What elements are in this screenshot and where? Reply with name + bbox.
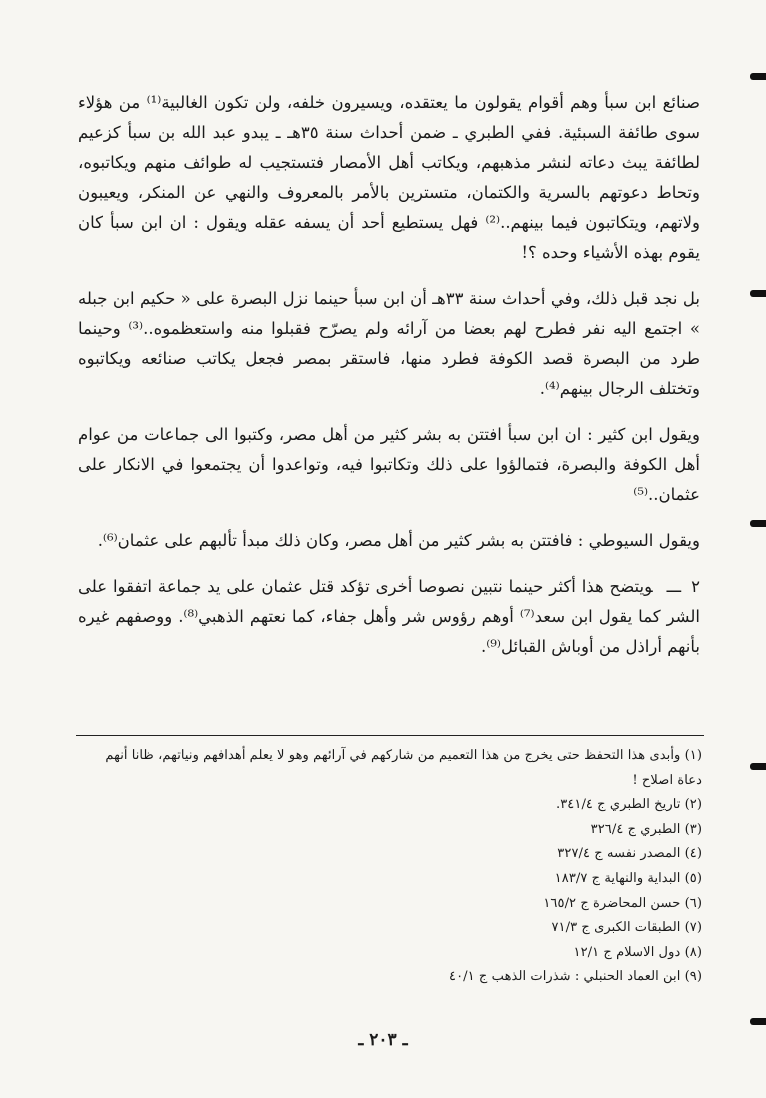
footnote: [78, 793, 702, 818]
footnote-text: ابن العماد الحنبلي : شذرات الذهب ج ٤٠/١: [449, 969, 681, 985]
footnote-text: حسن المحاضرة ج ١٦٥/٢: [543, 895, 681, 911]
footnote-number: (١): [684, 748, 702, 763]
footnote-text: الطبري ج ٣٢٦/٤: [590, 821, 681, 837]
footnote-number: (٨): [684, 944, 702, 960]
footnote-text: المصدر نفسه ج ٣٢٧/٤: [557, 846, 681, 862]
numbered-point: [78, 572, 700, 662]
footnote-number: (٦): [684, 895, 702, 911]
point-dash: ـــ: [666, 577, 682, 596]
footnote: [78, 916, 702, 941]
footnote-number: (٧): [684, 920, 702, 936]
main-text: [78, 88, 700, 678]
footnote-number: (٥): [684, 870, 702, 886]
footnote: [78, 818, 702, 843]
footnote: [78, 867, 702, 892]
binding-mark: [750, 73, 766, 80]
footnote-continuation: دعاة اصلاح !: [632, 772, 702, 788]
footnote: [78, 941, 702, 966]
paragraph: ويقول ابن كثير : ان ابن سبأ افتتن به بشر كثير من أهل مصر، وكتبوا الى جماعات من عوام أهل الكوفة والبصرة، فتمالؤوا على ذلك وتكاتبوا فيه، وتواعدوا أن يجتمعوا في الانكار على عثمان..⁽⁵⁾: [78, 425, 700, 504]
footnote-text: تاريخ الطبري ج ٣٤١/٤.: [556, 797, 681, 813]
paragraph: ويقول السيوطي : فافتتن به بشر كثير من أهل مصر، وكان ذلك مبدأ تألبهم على عثمان⁽⁶⁾.: [97, 531, 700, 550]
point-text: ويتضح هذا أكثر حينما نتبين نصوصا أخرى تؤكد قتل عثمان على يد جماعة اتفقوا على الشر كما يقول ابن سعد⁽⁷⁾ أوهم رؤوس شر وأهل جفاء، كما نعتهم الذهبي⁽⁸⁾. ووصفهم غيره بأنهم أراذل من أوباش القبائل⁽⁹⁾.: [78, 577, 700, 656]
page-number: ـ ٢٠٣ ـ: [358, 1030, 408, 1050]
binding-mark: [750, 290, 766, 297]
binding-mark: [750, 520, 766, 527]
paragraph: صنائع ابن سبأ وهم أقوام يقولون ما يعتقده، ويسيرون خلفه، ولن تكون الغالبية⁽¹⁾ من هؤلاء سوى طائفة السبئية. ففي الطبري ـ ضمن أحداث سنة ٣٥هـ ـ يبدو عبد الله بن سبأ كزعيم لطائفة يبث دعاته لنشر مذهبهم، ويكاتب أهل الأمصار فتستجيب له طوائف منهم ويكاتبوه، وتحاط دعوتهم بالسرية والكتمان، متسترين بالأمر بالمعروف والنهي عن المنكر، ويعيبون ولاتهم، ويتكاتبون فيما بينهم..⁽²⁾ فهل يستطيع أحد أن يسفه عقله ويقول : ان ابن سبأ كان يقوم بهذه الأشياء وحده ؟!: [78, 93, 701, 262]
footnote-divider: [76, 735, 704, 736]
point-number: ٢: [691, 577, 700, 596]
footnote-text: وأبدى هذا التحفظ حتى يخرج من هذا التعميم من شاركهم في آرائهم وهو لا يعلم أهدافهم ونياتهم، ظانا أنهم: [105, 748, 681, 763]
footnote-text: دول الاسلام ج ١٢/١: [573, 944, 681, 960]
footnote: [78, 892, 702, 917]
footnote-text: الطبقات الكبرى ج ٧١/٣: [551, 920, 681, 936]
footnote-text: البداية والنهاية ج ١٨٣/٧: [554, 870, 681, 886]
binding-mark: [750, 763, 766, 770]
binding-mark: [750, 1018, 766, 1025]
footnote: [78, 842, 702, 867]
footnote: [78, 965, 702, 990]
footnote-number: (٩): [684, 969, 702, 985]
footnotes: [78, 744, 702, 990]
footnote: [78, 744, 702, 769]
footnote-number: (٢): [684, 797, 702, 813]
footnote-number: (٣): [684, 821, 702, 837]
paragraph: بل نجد قبل ذلك، وفي أحداث سنة ٣٣هـ أن ابن سبأ حينما نزل البصرة على « حكيم ابن جبله » اجتمع اليه نفر فطرح لهم بعضا من آرائه ولم يصرّح فقبلوا منه واستعظموه..⁽³⁾ وحينما طرد من البصرة قصد الكوفة فطرد منها، فاستقر بمصر فجعل يكاتب صنائعه ويكاتبوه وتختلف الرجال بينهم⁽⁴⁾.: [78, 289, 700, 398]
footnote-number: (٤): [684, 846, 702, 862]
